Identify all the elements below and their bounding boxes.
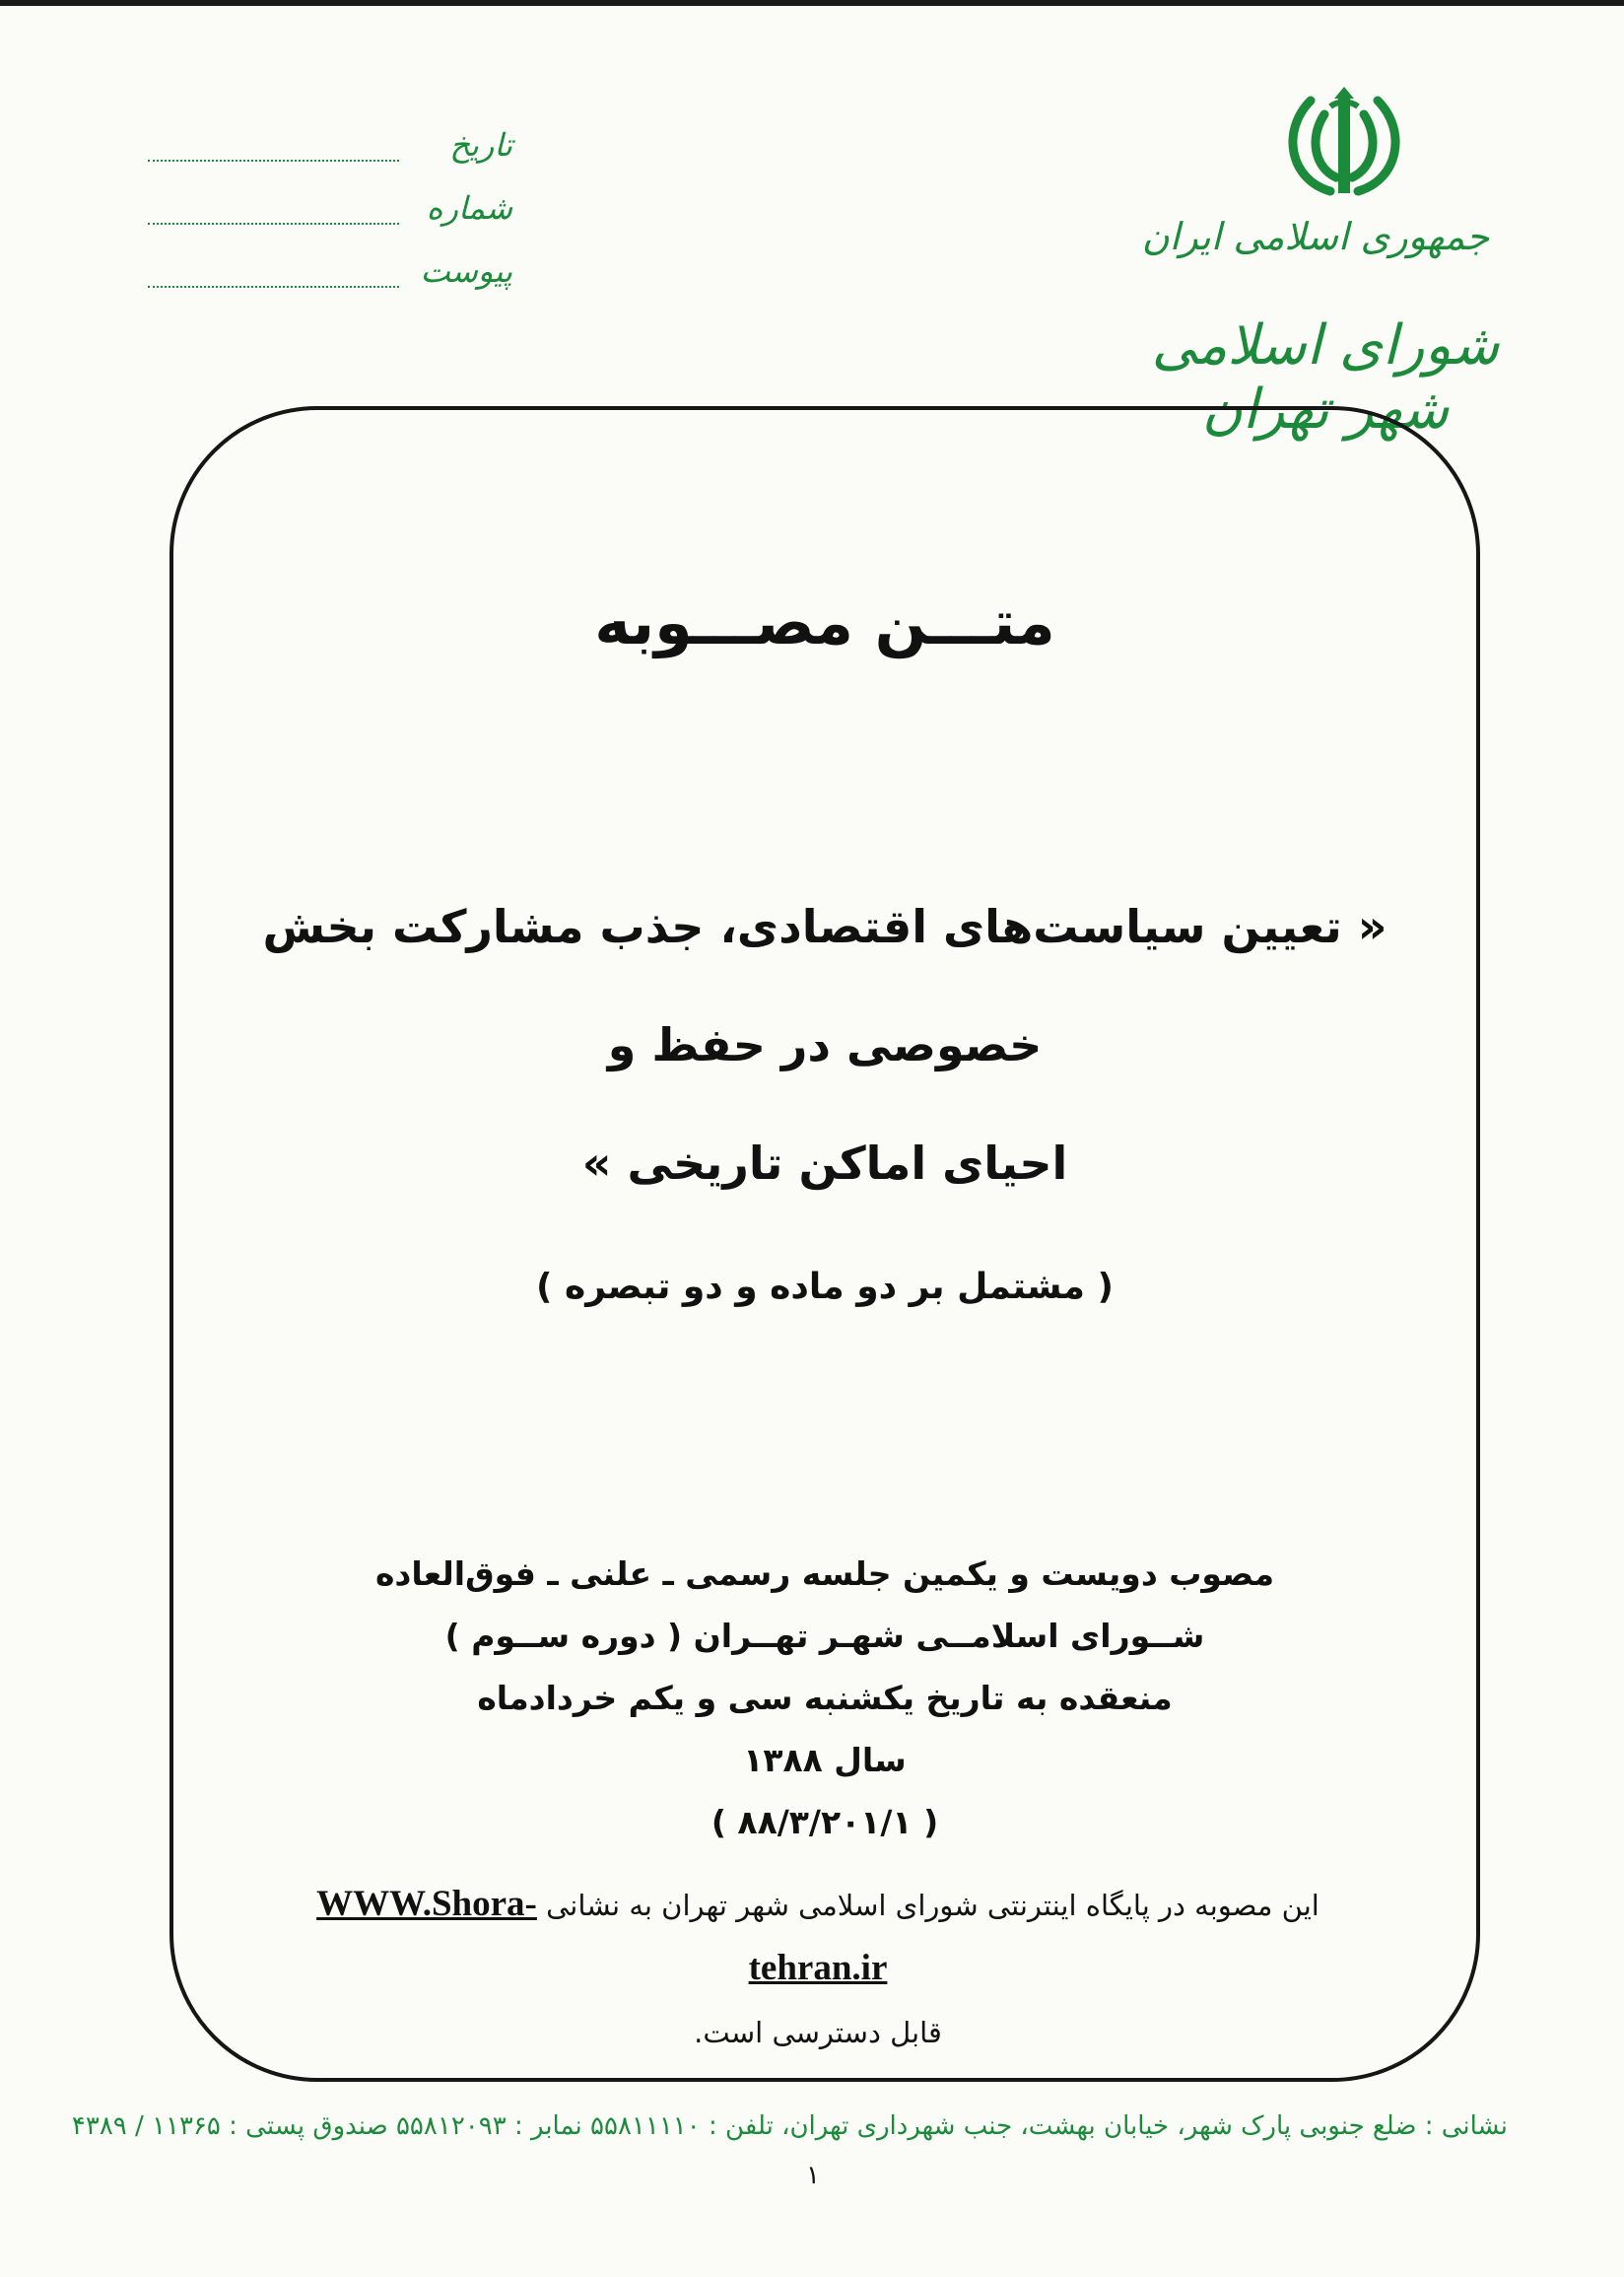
- attachment-dotted-line: [148, 286, 399, 288]
- approval-code: ( ۸۸/۳/۲۰۱/۱ ): [710, 1803, 939, 1841]
- subject-line-2: احیای اماکن تاریخی »: [581, 1137, 1068, 1190]
- approval-line-1: مصوب دویست و یکمین جلسه رسمی ـ علنی ـ فوق‌العاده: [374, 1554, 1275, 1593]
- subject-line-1: « تعیین سیاست‌های اقتصادی، جذب مشارکت بخش خصوصی در حفظ و: [262, 900, 1387, 1071]
- approval-block: [169, 1543, 1480, 1853]
- note-suffix: قابل دسترسی است.: [694, 2016, 942, 2049]
- date-dotted-line: [148, 160, 399, 162]
- footer-address: نشانی : ضلع جنوبی پارک شهر، خیابان بهشت، جنب شهرداری تهران، تلفن : ۵۵۸۱۱۱۱۰ نمابر : ۵۵۸۱۲۰۹۳ صندوق پستی : ۱۱۳۶۵ / ۴۳۸۹: [71, 2111, 1508, 2141]
- approval-line-2: شــورای اسلامــی شهـر تهــران ( دوره ســوم ): [444, 1617, 1205, 1655]
- document-subject: [169, 867, 1480, 1222]
- number-label: شماره: [426, 189, 512, 227]
- attachment-label: پیوست: [420, 252, 512, 290]
- approval-year: سال ۱۳۸۸: [743, 1741, 907, 1779]
- date-field: [148, 126, 512, 189]
- approval-line-3: منعقده به تاریخ یکشنبه سی و یکم خردادماه: [477, 1679, 1173, 1717]
- website-link[interactable]: WWW.Shora-tehran.ir: [316, 1884, 888, 1988]
- availability-note: [256, 1873, 1380, 2064]
- number-dotted-line: [148, 223, 399, 225]
- document-scope: ( مشتمل بر دو ماده و دو تبصره ): [536, 1267, 1114, 1307]
- document-heading: متـــن مصـــوبه: [594, 586, 1055, 658]
- note-prefix: این مصوبه در پایگاه اینترنتی شورای اسلامی شهر تهران به نشانی: [546, 1889, 1320, 1922]
- council-name: شورای اسلامی شهر تهران: [1151, 313, 1500, 442]
- letterhead-fields: [148, 126, 512, 315]
- number-field: [148, 189, 512, 252]
- page-number: ۱: [806, 2161, 820, 2190]
- attachment-field: [148, 252, 512, 315]
- iran-emblem-icon: [1281, 81, 1407, 207]
- republic-name: جمهوری اسلامی ایران: [1141, 215, 1490, 258]
- scan-top-edge: [0, 0, 1624, 6]
- date-label: تاریخ: [449, 126, 512, 164]
